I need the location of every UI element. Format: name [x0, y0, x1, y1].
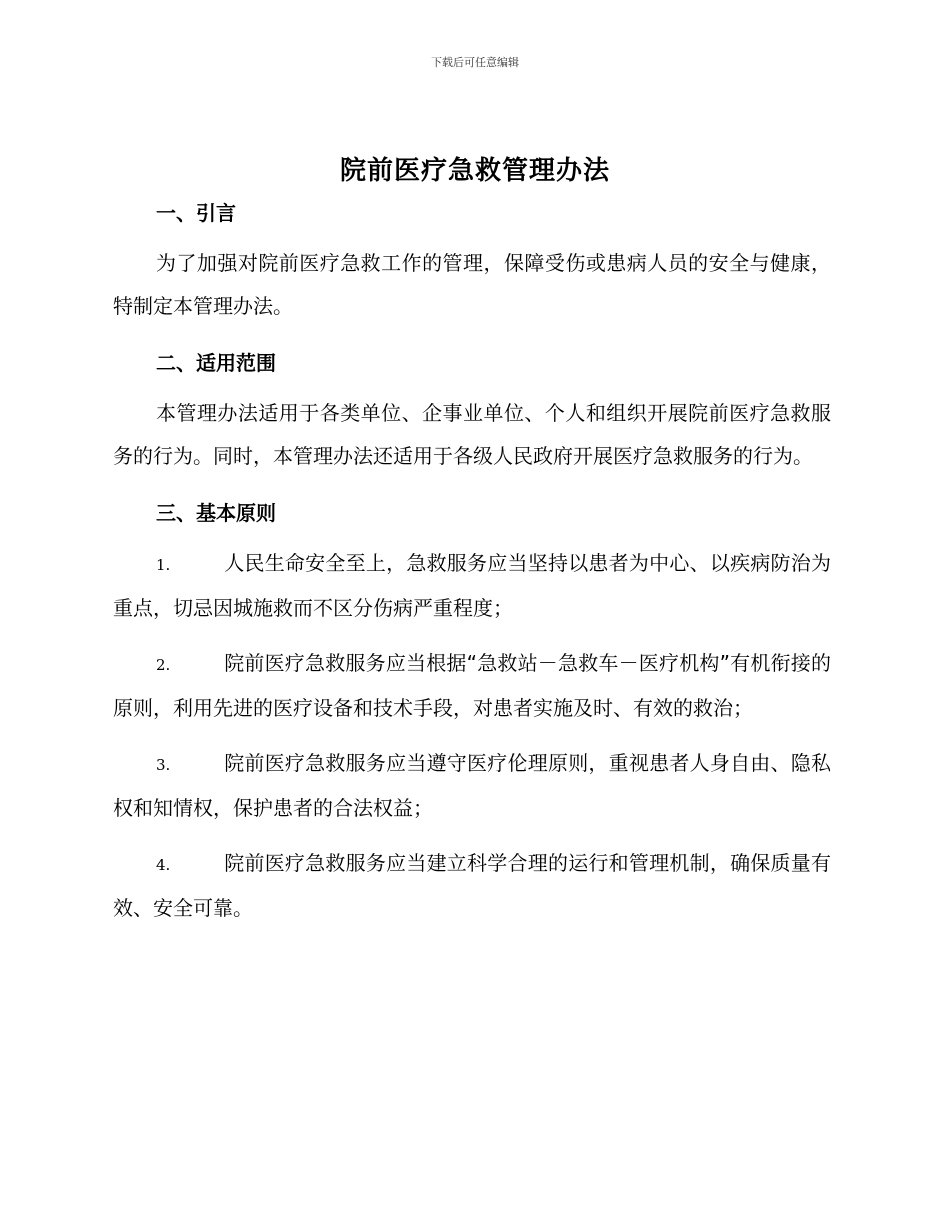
- intro-paragraph: 为了加强对院前医疗急救工作的管理，保障受伤或患病人员的安全与健康，特制定本管理办法。: [113, 251, 831, 318]
- section-heading-principles: 三、基本原则: [156, 501, 276, 525]
- item-text: 院前医疗急救服务应当遵守医疗伦理原则，重视患者人身自由、隐私权和知情权，保护患者的合法权益；: [113, 751, 831, 820]
- principle-item: [113, 542, 831, 630]
- item-number: 4.: [156, 856, 171, 874]
- item-text: 院前医疗急救服务应当根据“急救站－急救车－医疗机构”有机衔接的原则，利用先进的医疗设备和技术手段，对患者实施及时、有效的救治；: [113, 651, 831, 720]
- principle-item: [113, 742, 831, 830]
- principle-item: [113, 842, 831, 930]
- item-number: 3.: [156, 756, 171, 774]
- section-heading-intro: 一、引言: [156, 201, 236, 225]
- principle-item: [113, 642, 831, 730]
- item-text: 院前医疗急救服务应当建立科学合理的运行和管理机制，确保质量有效、安全可靠。: [113, 851, 831, 920]
- document-title: 院前医疗急救管理办法: [339, 156, 610, 186]
- item-number: 2.: [156, 656, 171, 674]
- document-body: [113, 196, 831, 930]
- header-note: 下载后可任意编辑: [431, 56, 519, 69]
- item-text: 人民生命安全至上，急救服务应当坚持以患者为中心、以疾病防治为重点，切忌因城施救而不区分伤病严重程度；: [113, 551, 831, 620]
- scope-paragraph: 本管理办法适用于各类单位、企事业单位、个人和组织开展院前医疗急救服务的行为。同时，本管理办法还适用于各级人民政府开展医疗急救服务的行为。: [113, 401, 831, 468]
- section-heading-scope: 二、适用范围: [156, 351, 276, 375]
- item-number: 1.: [156, 556, 171, 574]
